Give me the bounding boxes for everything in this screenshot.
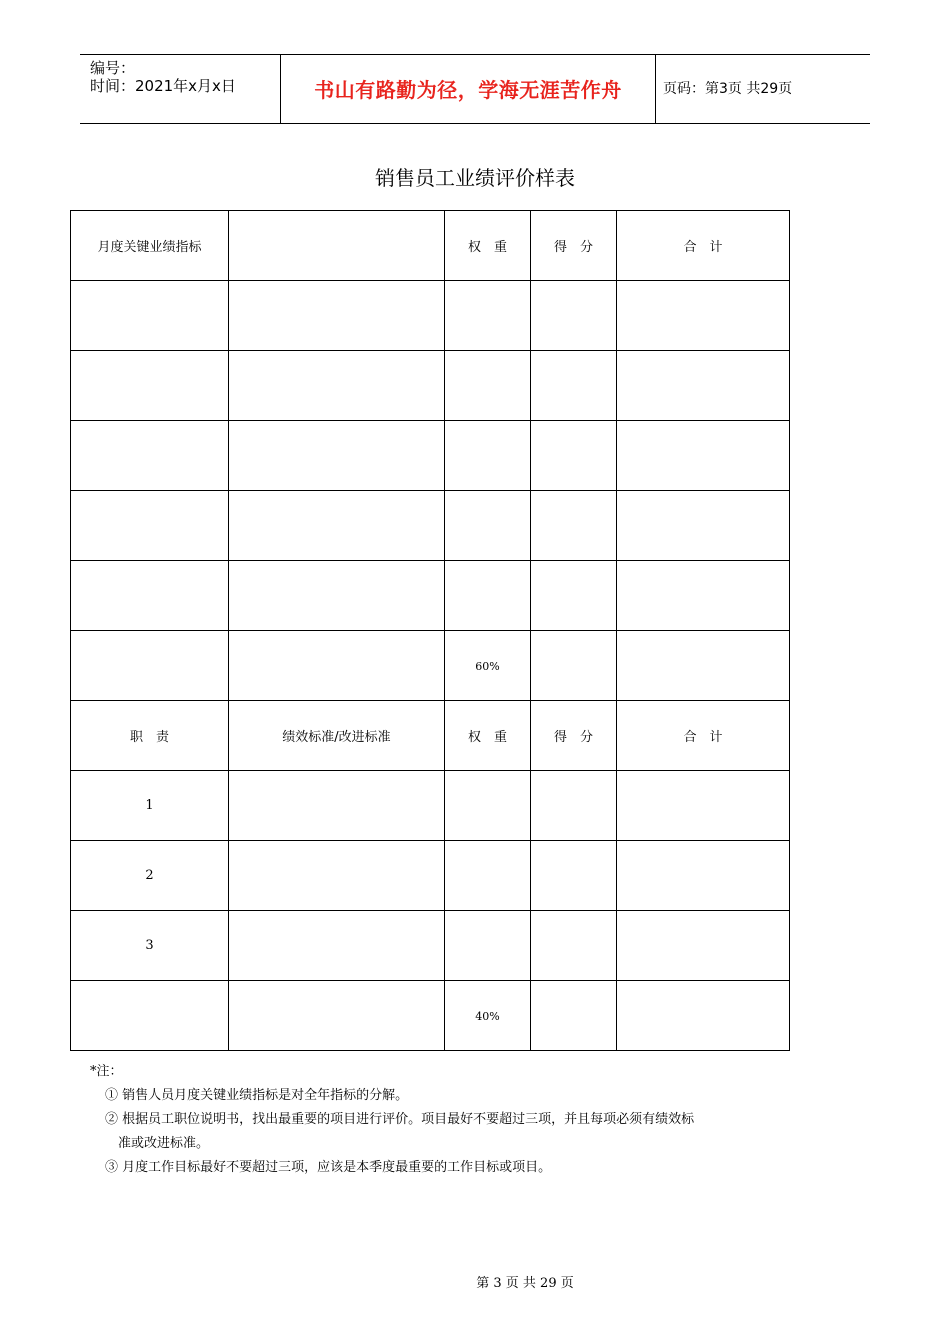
section2-header-row bbox=[71, 701, 790, 771]
table-cell[interactable] bbox=[229, 841, 445, 911]
duty-row bbox=[71, 911, 790, 981]
table-cell[interactable] bbox=[445, 281, 531, 351]
score-header-cell: 得 分 bbox=[531, 211, 617, 281]
header-motto-cell bbox=[280, 55, 656, 123]
table-cell[interactable] bbox=[229, 491, 445, 561]
table-cell[interactable] bbox=[445, 491, 531, 561]
section1-header-row bbox=[71, 211, 790, 281]
weight-header-cell: 权 重 bbox=[445, 701, 531, 771]
duty-header-cell: 职 责 bbox=[71, 701, 229, 771]
table-cell[interactable] bbox=[445, 771, 531, 841]
table-cell[interactable] bbox=[71, 561, 229, 631]
table-cell[interactable] bbox=[617, 911, 790, 981]
table-cell[interactable] bbox=[229, 981, 445, 1051]
duty-row bbox=[71, 771, 790, 841]
duty-number-cell: 2 bbox=[71, 841, 229, 911]
table-cell[interactable] bbox=[71, 491, 229, 561]
table-cell[interactable] bbox=[445, 421, 531, 491]
kpi-content-header-cell bbox=[229, 211, 445, 281]
document-header bbox=[80, 54, 870, 124]
note-item-3: ③ 月度工作目标最好不要超过三项，应该是本季度最重要的工作目标或项目。 bbox=[105, 1160, 552, 1175]
total-header-cell: 合 计 bbox=[617, 211, 790, 281]
duty-number-cell: 3 bbox=[71, 911, 229, 981]
header-motto: 书山有路勤为径，学海无涯苦作舟 bbox=[314, 78, 622, 102]
header-page-info: 页码：第3页 共29页 bbox=[663, 81, 793, 97]
score-header-cell: 得 分 bbox=[531, 701, 617, 771]
table-cell[interactable] bbox=[531, 911, 617, 981]
table-cell[interactable] bbox=[617, 351, 790, 421]
table-cell[interactable] bbox=[531, 491, 617, 561]
total-header-cell: 合 计 bbox=[617, 701, 790, 771]
header-meta bbox=[80, 55, 280, 123]
table-cell[interactable] bbox=[617, 631, 790, 701]
table-cell[interactable] bbox=[617, 491, 790, 561]
page-title: 销售员工业绩评价样表 bbox=[375, 166, 575, 190]
table-cell[interactable] bbox=[229, 561, 445, 631]
table-cell[interactable] bbox=[531, 981, 617, 1051]
evaluation-table bbox=[70, 210, 790, 1051]
table-cell[interactable] bbox=[531, 281, 617, 351]
table-cell[interactable] bbox=[531, 351, 617, 421]
table-cell[interactable] bbox=[229, 421, 445, 491]
note-item-2: ② 根据员工职位说明书，找出最重要的项目进行评价。项目最好不要超过三项，并且每项必须有绩效标 bbox=[105, 1112, 695, 1127]
duty-number-cell: 1 bbox=[71, 771, 229, 841]
table-row bbox=[71, 351, 790, 421]
table-cell[interactable] bbox=[71, 631, 229, 701]
table-cell[interactable] bbox=[617, 561, 790, 631]
document-number-label: 编号： bbox=[90, 59, 136, 77]
table-cell[interactable] bbox=[229, 281, 445, 351]
table-row bbox=[71, 281, 790, 351]
header-page-cell bbox=[655, 55, 870, 123]
table-cell[interactable] bbox=[617, 281, 790, 351]
document-time-label: 时间：2021年x月x日 bbox=[90, 77, 236, 95]
table-cell[interactable] bbox=[617, 841, 790, 911]
section2-total-row bbox=[71, 981, 790, 1051]
kpi-header-cell: 月度关键业绩指标 bbox=[71, 211, 229, 281]
note-item-2-continued: 准或改进标准。 bbox=[118, 1136, 210, 1151]
table-cell[interactable] bbox=[71, 281, 229, 351]
table-cell[interactable] bbox=[531, 561, 617, 631]
notes-label: *注： bbox=[90, 1064, 123, 1079]
table-cell[interactable] bbox=[229, 631, 445, 701]
table-cell[interactable] bbox=[445, 911, 531, 981]
table-cell[interactable] bbox=[445, 561, 531, 631]
section1-total-row bbox=[71, 631, 790, 701]
table-cell[interactable] bbox=[71, 981, 229, 1051]
table-cell[interactable] bbox=[71, 351, 229, 421]
duty-row bbox=[71, 841, 790, 911]
table-cell[interactable] bbox=[445, 351, 531, 421]
section2-total-weight: 40% bbox=[475, 1010, 500, 1023]
section2-total-weight-cell bbox=[445, 981, 531, 1051]
table-cell[interactable] bbox=[531, 631, 617, 701]
table-cell[interactable] bbox=[531, 771, 617, 841]
table-cell[interactable] bbox=[617, 771, 790, 841]
table-row bbox=[71, 561, 790, 631]
table-cell[interactable] bbox=[71, 421, 229, 491]
table-cell[interactable] bbox=[531, 841, 617, 911]
table-cell[interactable] bbox=[445, 841, 531, 911]
table-cell[interactable] bbox=[229, 351, 445, 421]
table-cell[interactable] bbox=[229, 771, 445, 841]
standard-header-cell: 绩效标准/改进标准 bbox=[229, 701, 445, 771]
table-row bbox=[71, 421, 790, 491]
weight-header-cell: 权 重 bbox=[445, 211, 531, 281]
table-cell[interactable] bbox=[229, 911, 445, 981]
section1-total-weight-cell bbox=[445, 631, 531, 701]
table-cell[interactable] bbox=[531, 421, 617, 491]
section1-total-weight: 60% bbox=[475, 660, 500, 673]
note-item-1: ① 销售人员月度关键业绩指标是对全年指标的分解。 bbox=[105, 1088, 409, 1103]
table-cell[interactable] bbox=[617, 981, 790, 1051]
notes-section bbox=[90, 1060, 694, 1180]
page-footer: 第 3 页 共 29 页 bbox=[476, 1276, 574, 1291]
table-cell[interactable] bbox=[617, 421, 790, 491]
table-row bbox=[71, 491, 790, 561]
